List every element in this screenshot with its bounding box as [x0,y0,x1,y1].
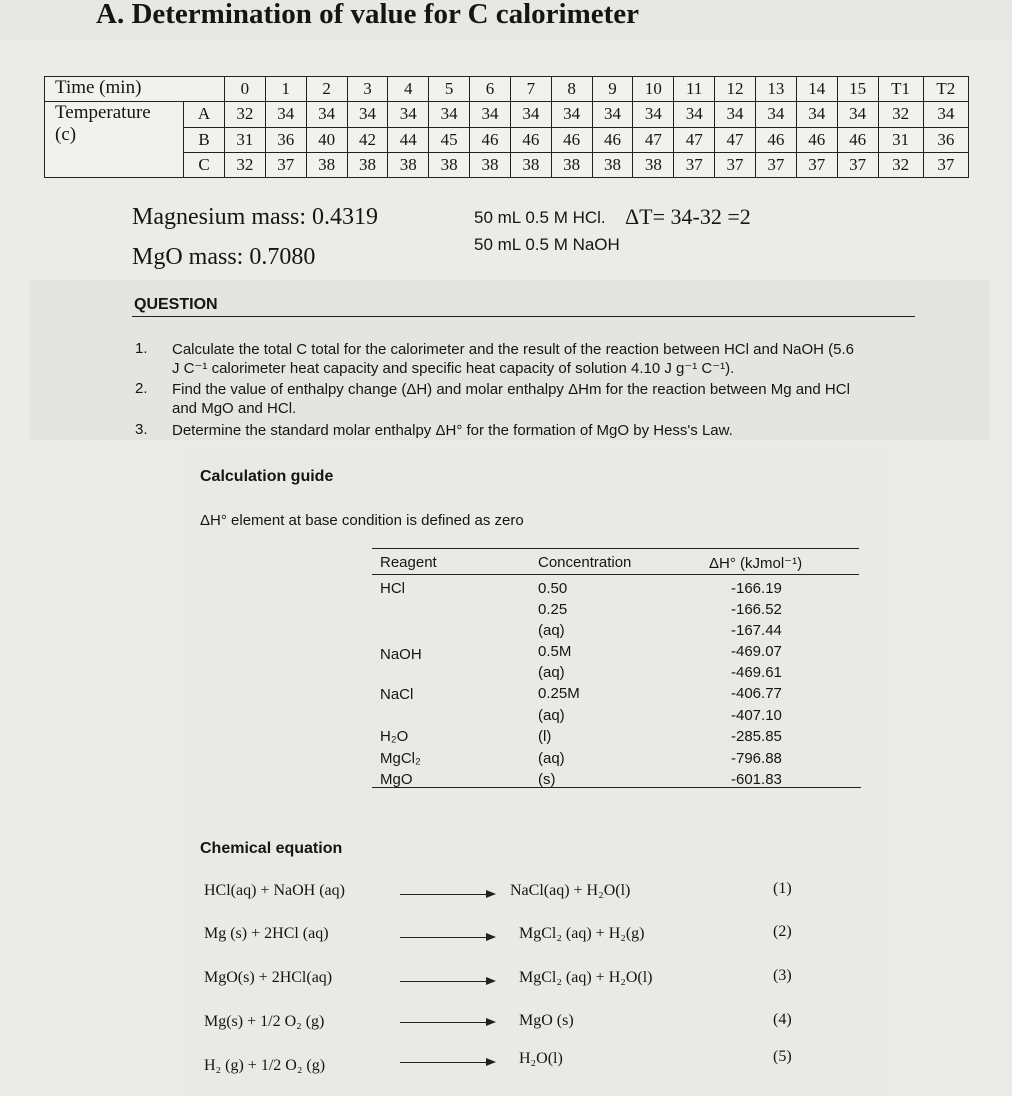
equation-lhs: HCl(aq) + NaOH (aq) [204,882,345,899]
question-number: 2. [135,380,148,397]
table-cell: 34 [429,102,470,127]
guide-note: ΔH° element at base condition is defined as zero [200,512,524,529]
table-cell: 31 [878,127,923,152]
equation-number: (3) [773,967,792,984]
equation-rhs: MgCl₂ (aq) + H₂O(l) [519,969,653,986]
time-header: 10 [633,77,674,102]
enthalpy-value: -407.10 [731,707,782,724]
table-cell: 47 [674,127,715,152]
table-cell: 38 [592,152,633,177]
table-cell: 34 [796,102,837,127]
reaction-arrow [400,894,494,895]
question-title: QUESTION [134,296,218,313]
time-header: 15 [837,77,878,102]
reaction-arrow [400,1022,494,1023]
table-cell: 38 [306,152,347,177]
reaction-arrow [400,1062,494,1063]
enthalpy-value: -167.44 [731,622,782,639]
concentration-value: 0.50 [538,580,568,597]
question-3-line-1: Determine the standard molar enthalpy ΔH° for the formation of MgO by Hess's Law. [172,422,733,439]
concentration-value: 0.25M [538,685,580,702]
equation-number: (1) [773,880,792,897]
time-header: 12 [715,77,756,102]
time-header: 5 [429,77,470,102]
time-header: 7 [510,77,551,102]
time-header: T2 [923,77,968,102]
concentration-value: (aq) [538,622,565,639]
reagent-name: MgCl₂ [380,750,421,767]
question-number: 1. [135,340,148,357]
enthalpy-value: -285.85 [731,728,782,745]
enthalpy-header: ΔH° (kJmol⁻¹) [709,555,803,572]
table-cell: 37 [796,152,837,177]
table-cell: 37 [837,152,878,177]
time-header: 4 [388,77,429,102]
chemical-equation-title: Chemical equation [200,840,343,857]
reaction-arrow [400,981,494,982]
table-row [45,127,969,152]
reagent-table-header-rule [372,574,859,575]
table-cell: 38 [510,152,551,177]
calculation-guide-title: Calculation guide [200,468,334,485]
question-divider [132,316,915,317]
time-header: 11 [674,77,715,102]
equation-rhs: H₂O(l) [519,1050,563,1067]
table-cell: 37 [715,152,756,177]
enthalpy-value: -601.83 [731,771,782,788]
reaction-arrow [400,937,494,938]
table-cell: 38 [633,152,674,177]
table-cell: 34 [755,102,796,127]
reagent-header: Reagent [380,554,437,571]
table-cell: 38 [551,152,592,177]
table-cell: 37 [923,152,968,177]
time-header: 8 [551,77,592,102]
time-header: 2 [306,77,347,102]
table-cell: 38 [388,152,429,177]
equation-rhs: MgO (s) [519,1012,574,1029]
time-header: 0 [225,77,266,102]
mgo-mass: MgO mass: 0.7080 [132,244,316,270]
table-cell: 32 [225,102,266,127]
enthalpy-value: -796.88 [731,750,782,767]
table-cell: 45 [429,127,470,152]
naoh-solution: 50 mL 0.5 M NaOH [474,235,620,254]
equation-lhs: Mg(s) + 1/2 O₂ (g) [204,1013,325,1030]
table-cell: 34 [715,102,756,127]
temperature-label-line2: (c) [55,124,77,146]
equation-rhs: MgCl₂ (aq) + H₂(g) [519,925,645,942]
table-cell: 44 [388,127,429,152]
concentration-value: (l) [538,728,552,745]
time-header: 14 [796,77,837,102]
equation-lhs: H₂ (g) + 1/2 O₂ (g) [204,1057,326,1074]
section-heading: A. Determination of value for C calorimeter [96,0,640,30]
concentration-header: Concentration [538,554,632,571]
temperature-table [44,76,969,178]
table-cell: 46 [755,127,796,152]
table-cell: 46 [796,127,837,152]
table-cell: 40 [306,127,347,152]
table-cell: 34 [510,102,551,127]
table-cell: 34 [470,102,511,127]
enthalpy-value: -166.52 [731,601,782,618]
table-cell: 34 [633,102,674,127]
table-cell: 37 [265,152,306,177]
table-cell: 34 [347,102,388,127]
table-cell: 46 [470,127,511,152]
equation-number: (2) [773,923,792,940]
concentration-value: (s) [538,771,556,788]
table-row [45,152,969,177]
question-number: 3. [135,421,148,438]
enthalpy-value: -406.77 [731,685,782,702]
table-cell: 34 [674,102,715,127]
table-cell: 32 [225,152,266,177]
reagent-name: H₂O [380,728,409,745]
question-1-line-2: J C⁻¹ calorimeter heat capacity and specific heat capacity of solution 4.10 J g⁻¹ C⁻¹). [172,360,735,377]
equation-number: (5) [773,1048,792,1065]
question-2-line-2: and MgO and HCl. [172,400,297,417]
concentration-value: (aq) [538,664,565,681]
time-header: 13 [755,77,796,102]
delta-t: ΔT= 34-32 =2 [625,204,751,229]
temperature-label-line1: Temperature [55,102,151,124]
concentration-value: 0.25 [538,601,568,618]
question-1-line-1: Calculate the total C total for the calorimeter and the result of the reaction between HCl and NaOH (5.6 [172,341,855,358]
time-header: 9 [592,77,633,102]
table-cell: 34 [265,102,306,127]
time-header: T1 [878,77,923,102]
table-cell: 32 [878,102,923,127]
concentration-value: 0.5M [538,643,572,660]
time-header: 1 [265,77,306,102]
magnesium-mass: Magnesium mass: 0.4319 [132,204,378,230]
reagent-table-bottom-rule [372,787,861,788]
table-cell: 37 [674,152,715,177]
enthalpy-value: -166.19 [731,580,782,597]
row-name: A [184,102,225,127]
equation-lhs: Mg (s) + 2HCl (aq) [204,925,329,942]
time-header: 3 [347,77,388,102]
table-cell: 42 [347,127,388,152]
table-cell: 38 [347,152,388,177]
table-cell: 34 [837,102,878,127]
table-row [45,102,969,127]
table-cell: 46 [592,127,633,152]
concentration-value: (aq) [538,707,565,724]
table-cell: 38 [470,152,511,177]
table-cell: 47 [633,127,674,152]
table-cell: 36 [265,127,306,152]
table-cell: 34 [923,102,968,127]
reagent-table-top-rule [372,548,859,549]
row-name: C [184,152,225,177]
table-cell: 34 [551,102,592,127]
enthalpy-value: -469.07 [731,643,782,660]
table-cell: 38 [429,152,470,177]
time-header: 6 [470,77,511,102]
row-name: B [184,127,225,152]
equation-rhs: NaCl(aq) + H₂O(l) [510,882,631,899]
table-cell: 34 [306,102,347,127]
table-cell: 34 [592,102,633,127]
table-cell: 36 [923,127,968,152]
table-cell: 47 [715,127,756,152]
reagent-name: MgO [380,771,413,788]
table-row [45,77,969,102]
table-cell: 31 [225,127,266,152]
table-cell: 37 [755,152,796,177]
equation-lhs: MgO(s) + 2HCl(aq) [204,969,333,986]
question-2-line-1: Find the value of enthalpy change (ΔH) and molar enthalpy ΔHm for the reaction between Mg and HCl [172,381,850,398]
reagent-name: NaOH [380,646,422,663]
table-cell: 46 [510,127,551,152]
table-cell: 46 [551,127,592,152]
hcl-solution: 50 mL 0.5 M HCl. [474,208,606,227]
enthalpy-value: -469.61 [731,664,782,681]
concentration-value: (aq) [538,750,565,767]
time-label: Time (min) [45,77,225,102]
table-cell: 32 [878,152,923,177]
table-cell: 46 [837,127,878,152]
table-cell: 34 [388,102,429,127]
reagent-name: HCl [380,580,405,597]
reagent-name: NaCl [380,686,414,703]
equation-number: (4) [773,1011,792,1028]
temperature-label [45,102,184,178]
